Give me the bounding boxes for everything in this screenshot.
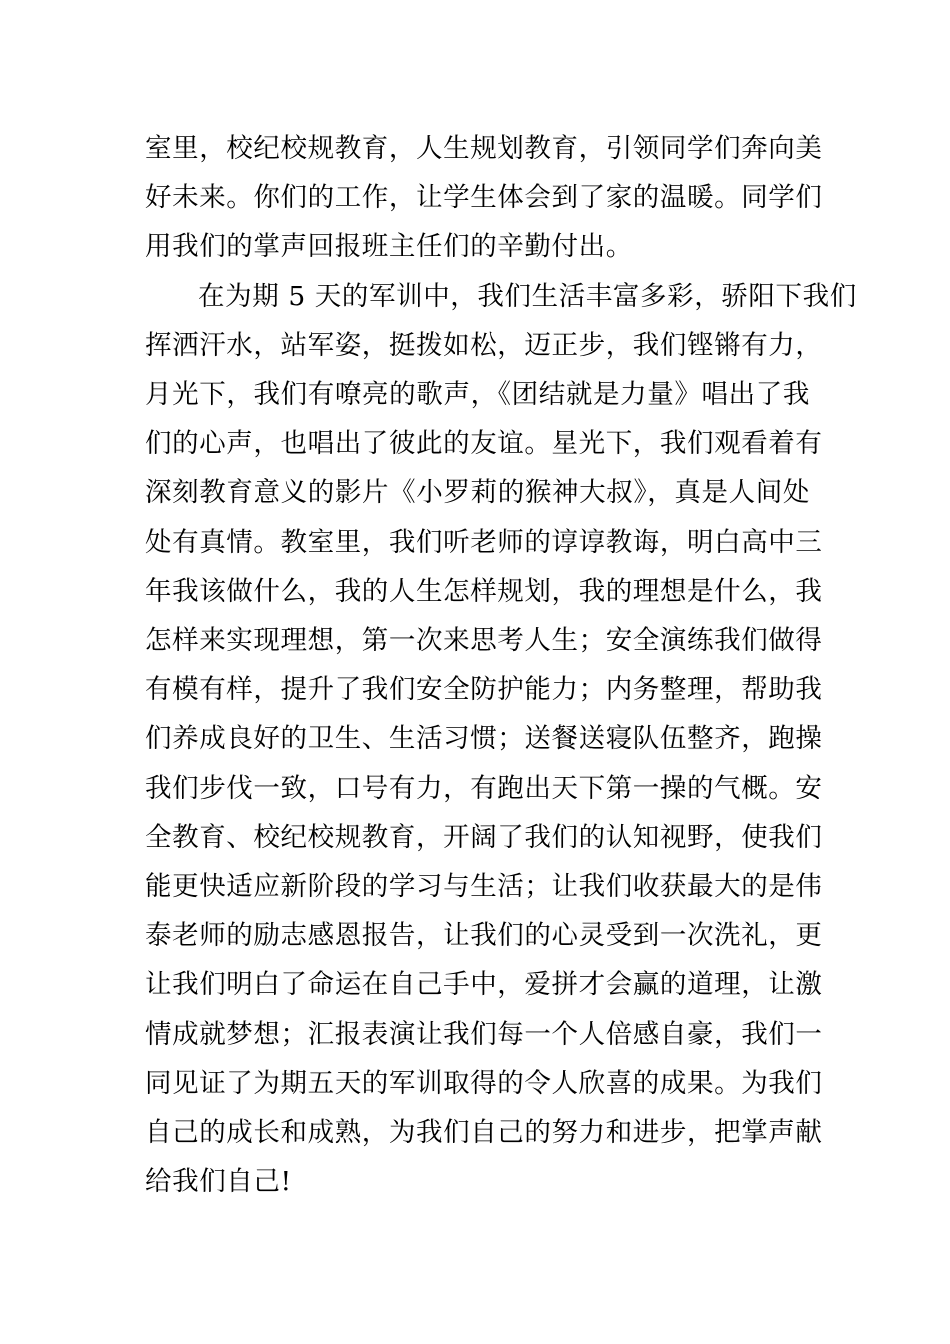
text-line: 在为期 5 天的军训中，我们生活丰富多彩，骄阳下我们: [198, 280, 857, 312]
text-line: 同见证了为期五天的军训取得的令人欣喜的成果。为我们: [145, 1067, 823, 1099]
text-line: 自己的成长和成熟，为我们自己的努力和进步，把掌声献: [145, 1117, 823, 1149]
text-line: 情成就梦想；汇报表演让我们每一个人倍感自豪，我们一: [145, 1018, 823, 1050]
paragraph-2: [145, 272, 857, 1207]
text-line: 深刻教育意义的影片《小罗莉的猴神大叔》，真是人间处: [145, 477, 810, 509]
text-line: 怎样来实现理想，第一次来思考人生；安全演练我们做得: [145, 625, 823, 657]
text-line: 年我该做什么，我的人生怎样规划，我的理想是什么，我: [145, 575, 823, 607]
document-body: [145, 124, 857, 1206]
text-line: 让我们明白了命运在自己手中，爱拼才会赢的道理，让激: [145, 969, 823, 1001]
text-line: 好未来。你们的工作，让学生体会到了家的温暖。同学们: [145, 182, 823, 214]
text-line: 挥洒汗水，站军姿，挺拨如松，迈正步，我们铿锵有力，: [145, 329, 823, 361]
text-line: 月光下，我们有嘹亮的歌声，《团结就是力量》唱出了我: [145, 379, 810, 411]
paragraph-1: [145, 124, 823, 272]
text-line: 们养成良好的卫生、生活习惯；送餐送寝队伍整齐，跑操: [145, 723, 823, 755]
text-line: 泰老师的励志感恩报告，让我们的心灵受到一次洗礼，更: [145, 920, 823, 952]
text-line: 全教育、校纪校规教育，开阔了我们的认知视野，使我们: [145, 821, 823, 853]
text-line: 室里，校纪校规教育，人生规划教育，引领同学们奔向美: [145, 133, 823, 164]
text-line: 们的心声，也唱出了彼此的友谊。星光下，我们观看着有: [145, 428, 823, 460]
text-line: 给我们自己!: [145, 1166, 292, 1198]
text-line: 能更快适应新阶段的学习与生活；让我们收获最大的是伟: [145, 871, 823, 903]
text-line: 我们步伐一致，口号有力，有跑出天下第一操的气概。安: [145, 772, 823, 804]
text-line: 处有真情。教室里，我们听老师的谆谆教诲，明白高中三: [145, 526, 823, 558]
text-line: 用我们的掌声回报班主任们的辛勤付出。: [145, 231, 633, 263]
text-line: 有模有样，提升了我们安全防护能力；内务整理，帮助我: [145, 674, 823, 706]
